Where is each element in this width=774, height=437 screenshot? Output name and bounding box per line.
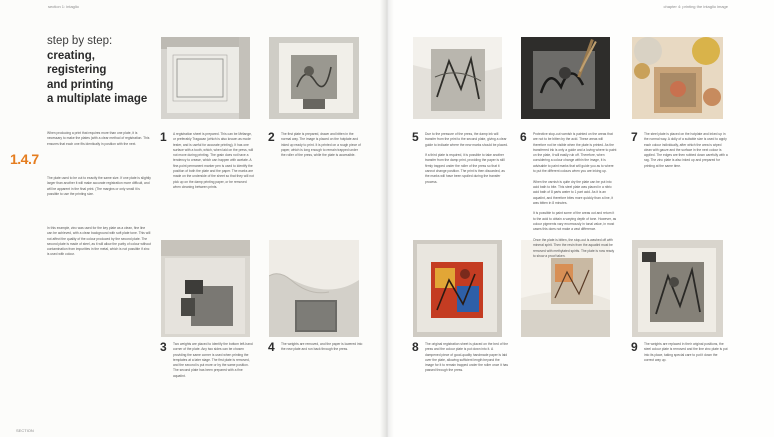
step-number-2: 2	[268, 130, 275, 144]
step-number-1: 1	[160, 130, 167, 144]
title-line-5: a multiplate image	[47, 93, 148, 105]
step-number-8: 8	[412, 340, 419, 354]
step-text-8: The original registration sheet is placed on the bed of the press and the colour plate is put down into it. A dampened piece of good-quality handmade paper is laid over the plate, allowing sufficient length beyond the image for it to remain trapped under the roller once it has passed through the press.	[425, 342, 509, 373]
page-footer: SECTION	[16, 428, 34, 433]
step-text-3: Two weights are placed to identify the bottom left-hand corner of the plate. Any two sides can be chosen providing the same corner is used when printing the templates at a later stage. The first plate is removed, and the second is put more or by the same position. The second plate has been prepared with a fine aquatint.	[173, 342, 253, 378]
photo-colour-inking	[632, 37, 723, 119]
step-text-6: Protective stop-out varnish is painted on the areas that are not to be bitten by the acid. These areas will therefore not be visible when the plate is printed. As the transferred ink is only a guide and a loving where to paint on the plate, it will easily rub off. Therefore, when considering a colour change within the image, it is advisable to paint marks that will guide you as to where to put the different colours when you are inking up. When the varnish is quite dry the plate can be put into acid bath to bite. This steel plate was placed in a nitric acid bath of 8 parts water to 1 part acid. As it is an aquatint, and therefore bites more quickly than a line, it was bitten in 8 minutes. It is possible to paint some of the areas out and return it to the acid to obtain a varying depth of tone. However, as colour pigments vary enormously in tonal value, in most cases this does not make a vast difference. Once the plate is bitten, the stop-out is washed off with mineral spirit. Then the resin from the aquatint must be removed with methylated spirits. The plate is now ready to show a proof taken.	[533, 132, 617, 258]
photo-print-transfer	[413, 37, 502, 119]
step-number-9: 9	[631, 340, 638, 354]
photo-first-plate-inked	[269, 37, 359, 119]
running-header-right: chapter 4: printing the intaglio image	[663, 4, 728, 9]
step-text-7: The steel plate is placed on the hotplate and inked up in the normal way. A dolly of a suitable size is used to apply each colour individually, after which the area is wiped clean with gauze and the surface in the next colour is applied. The edges are then rubbed down carefully with a rag. The zinc plate is also inked up and prepared for printing at the same time.	[644, 132, 728, 168]
title-line-4: and printing	[47, 78, 114, 91]
intro-paragraph-1: When producing a print that requires more than one plate, it is necessary to make the plates (with a clear method of registration. This ensures that each one fits identically in position with the next.	[47, 131, 150, 146]
step-text-4: The weights are removed, and the paper is lowered into the new plate and run back through the press.	[281, 342, 363, 352]
step-text-9: The weights are replaced in their original positions, the steel colour plate is removed and the line zinc plate is put into its place, taking special care to put it down the correct way up.	[644, 342, 728, 362]
step-number-3: 3	[160, 340, 167, 354]
intro-paragraph-3: In this example, zinc was used for the key plate as a clean, fine line can be achieved, with a clean background with soft plate tone. This will not affect the quality of the colour produced by the second plate. The second plate is made of steel, as it will allow the purity of colour without contamination from impurities in the metal, which is not possible if zinc is used with colour.	[47, 226, 151, 257]
step-number-6: 6	[520, 130, 527, 144]
page-gutter	[380, 0, 394, 437]
intro-paragraph-2: The plate used to be cut to exactly the same size. If one plate is slightly larger than another it will make accurate registration more difficult, and will be apparent in the final print. (The margins or only small it is possible to use the printing size.	[47, 176, 151, 196]
photo-stop-out-varnish	[521, 37, 610, 119]
step-text-1: A registration sheet is prepared. This can be Mélange, or preferably Tragacan (which is also known as mode tester, and is useful for accurate printing). It has one surface with a tooth, which, when laid on the press, will not move during printing. The grain does not have a tendency to crease, which can happen with acetate. A fine-point permanent marker pen is used to identify the position of both the plate and the paper. The marks are made on the underside of the sheet so that they will not pick up on the damp printing paper, or be removed when cleaning between prints.	[173, 132, 254, 189]
step-text-5: Due to the pressure of the press, the damp ink will transfer from the print to the second plate, giving a clear guide to indicate where the new marks should be placed. If a third plate is required, it is possible to take another transfer from the damp print, providing the paper is still firmly trapped under the roller of the press so that it cannot change position. The print is then discarded, as the marks will have been spoiled during the transfer process.	[425, 132, 509, 184]
step-number-5: 5	[412, 130, 419, 144]
photo-colour-plate-registration	[413, 240, 502, 337]
page-title	[47, 34, 157, 107]
title-line-1: step by step:	[47, 35, 113, 47]
step-text-2: The first plate is prepared, drawn and bitten in the normal way. The image is placed on the hotplate and inked up ready to print. It is printed on a rough piece of paper, which is long enough to remain trapped under the roller of the press, while the plate is accessible.	[281, 132, 361, 158]
photo-registration-sheet	[161, 37, 250, 119]
photo-zinc-plate-replaced	[632, 240, 723, 337]
step-number-4: 4	[268, 340, 275, 354]
title-line-2: creating,	[47, 49, 95, 62]
photo-weights	[161, 240, 250, 337]
title-line-3: registering	[47, 64, 107, 76]
section-number: 1.4.7	[10, 151, 39, 167]
step-number-7: 7	[631, 130, 638, 144]
photo-paper-lowered	[269, 240, 359, 337]
running-header-left: section 1: intaglio	[48, 4, 79, 9]
